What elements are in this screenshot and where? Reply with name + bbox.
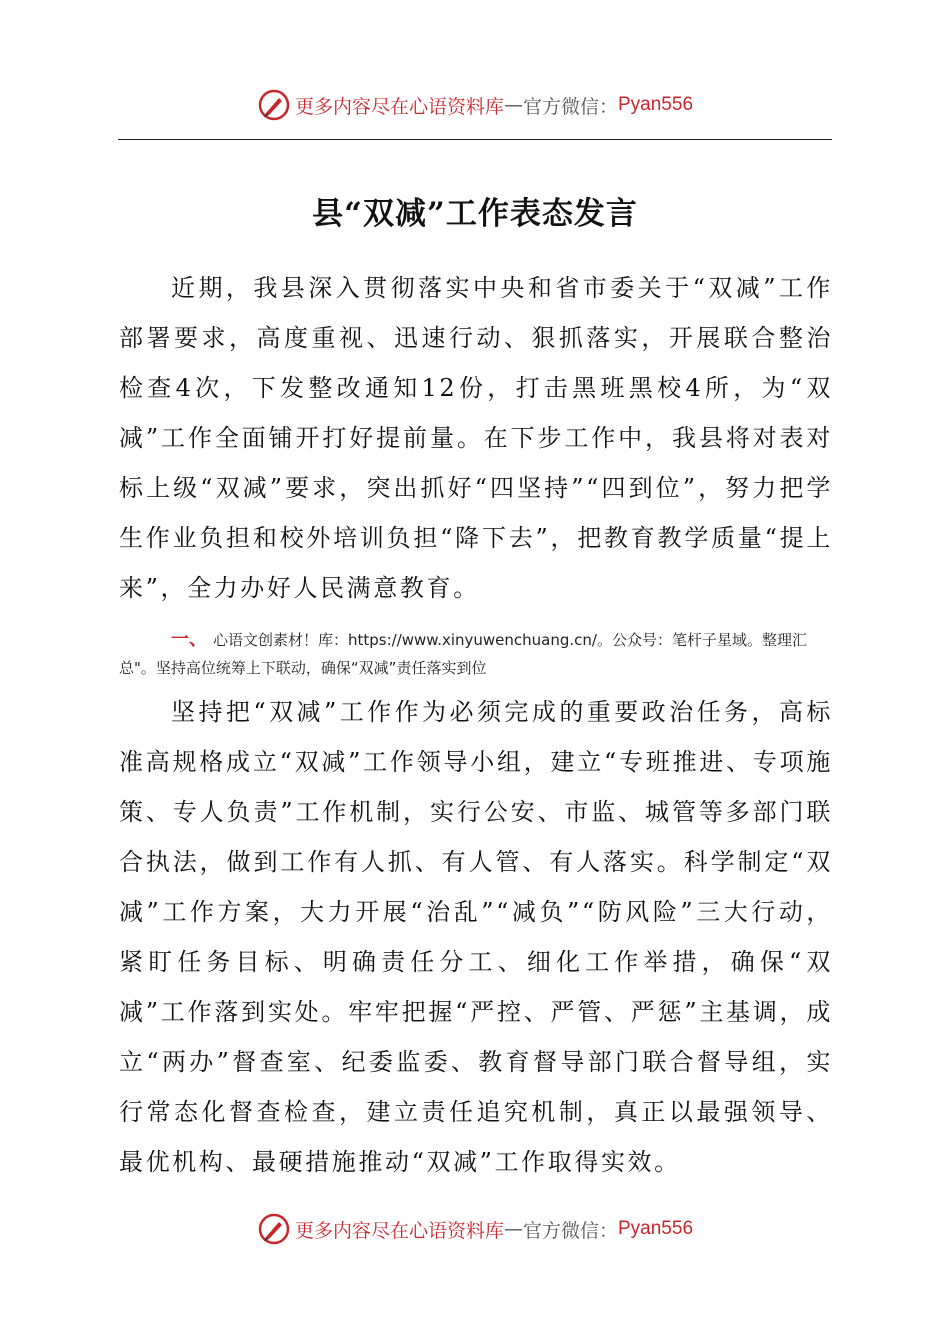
wechat-id: Pyan556: [618, 94, 694, 115]
pen-logo-icon: [257, 88, 291, 122]
header-divider: [118, 139, 832, 140]
paragraph-body: 坚持把“双减”工作作为必须完成的重要政治任务，高标准高规格成立“双减”工作领导小组，建立“专班推进、专项施策、专人负责”工作机制，实行公安、市监、城管等多部门联合执法，做到工作有人抓、有人管、有人落实。科学制定“双减”工作方案，大力开展“治乱”“减负”“防风险”三大行动，紧盯任务目标、明确责任分工、细化工作举措，确保“双减”工作落到实处。牢牢把握“严控、严管、严惩”主基调，成立“两办”督查室、纪委监委、教育督导部门联合督导组，实行常态化督查检查，建立责任追究机制，真正以最强领导、最优机构、最硬措施推动“双减”工作取得实效。: [119, 698, 833, 1176]
paragraph-intro: 近期，我县深入贯彻落实中央和省市委关于“双减”工作部署要求，高度重视、迅速行动、狠抓落实，开展联合整治检查4次，下发整改通知12份，打击黑班黑校4所，为“双减”工作全面铺开打好提前量。在下步工作中，我县将对表对标上级“双减”要求，突出抓好“四坚持”“四到位”，努力把学生作业负担和校外培训负担“降下去”，把教育教学质量“提上来”，全力办好人民满意教育。: [119, 274, 833, 602]
brand-dash: —: [503, 1218, 523, 1240]
section-number: 一、: [171, 629, 207, 650]
footer-watermark: [0, 1209, 950, 1249]
brand-dash: —: [503, 94, 523, 116]
section-heading: [119, 626, 833, 682]
wechat-id: Pyan556: [618, 1218, 694, 1239]
header-watermark: [0, 85, 950, 125]
brand-text: 更多内容尽在心语资料库: [294, 95, 504, 118]
wechat-label: 官方微信：: [522, 95, 618, 118]
wechat-label: 官方微信：: [522, 1219, 618, 1242]
page-title: 县“双减”工作表态发言: [312, 196, 638, 232]
brand-text: 更多内容尽在心语资料库: [294, 1219, 504, 1242]
section-heading-text: 心语文创素材！库：https://www.xinyuwenchuang.cn/。公众号：笔杆子星域。整理汇总"。坚持高位统筹上下联动，确保“双减”责任落实到位: [119, 631, 807, 677]
pen-logo-icon: [257, 1212, 291, 1246]
